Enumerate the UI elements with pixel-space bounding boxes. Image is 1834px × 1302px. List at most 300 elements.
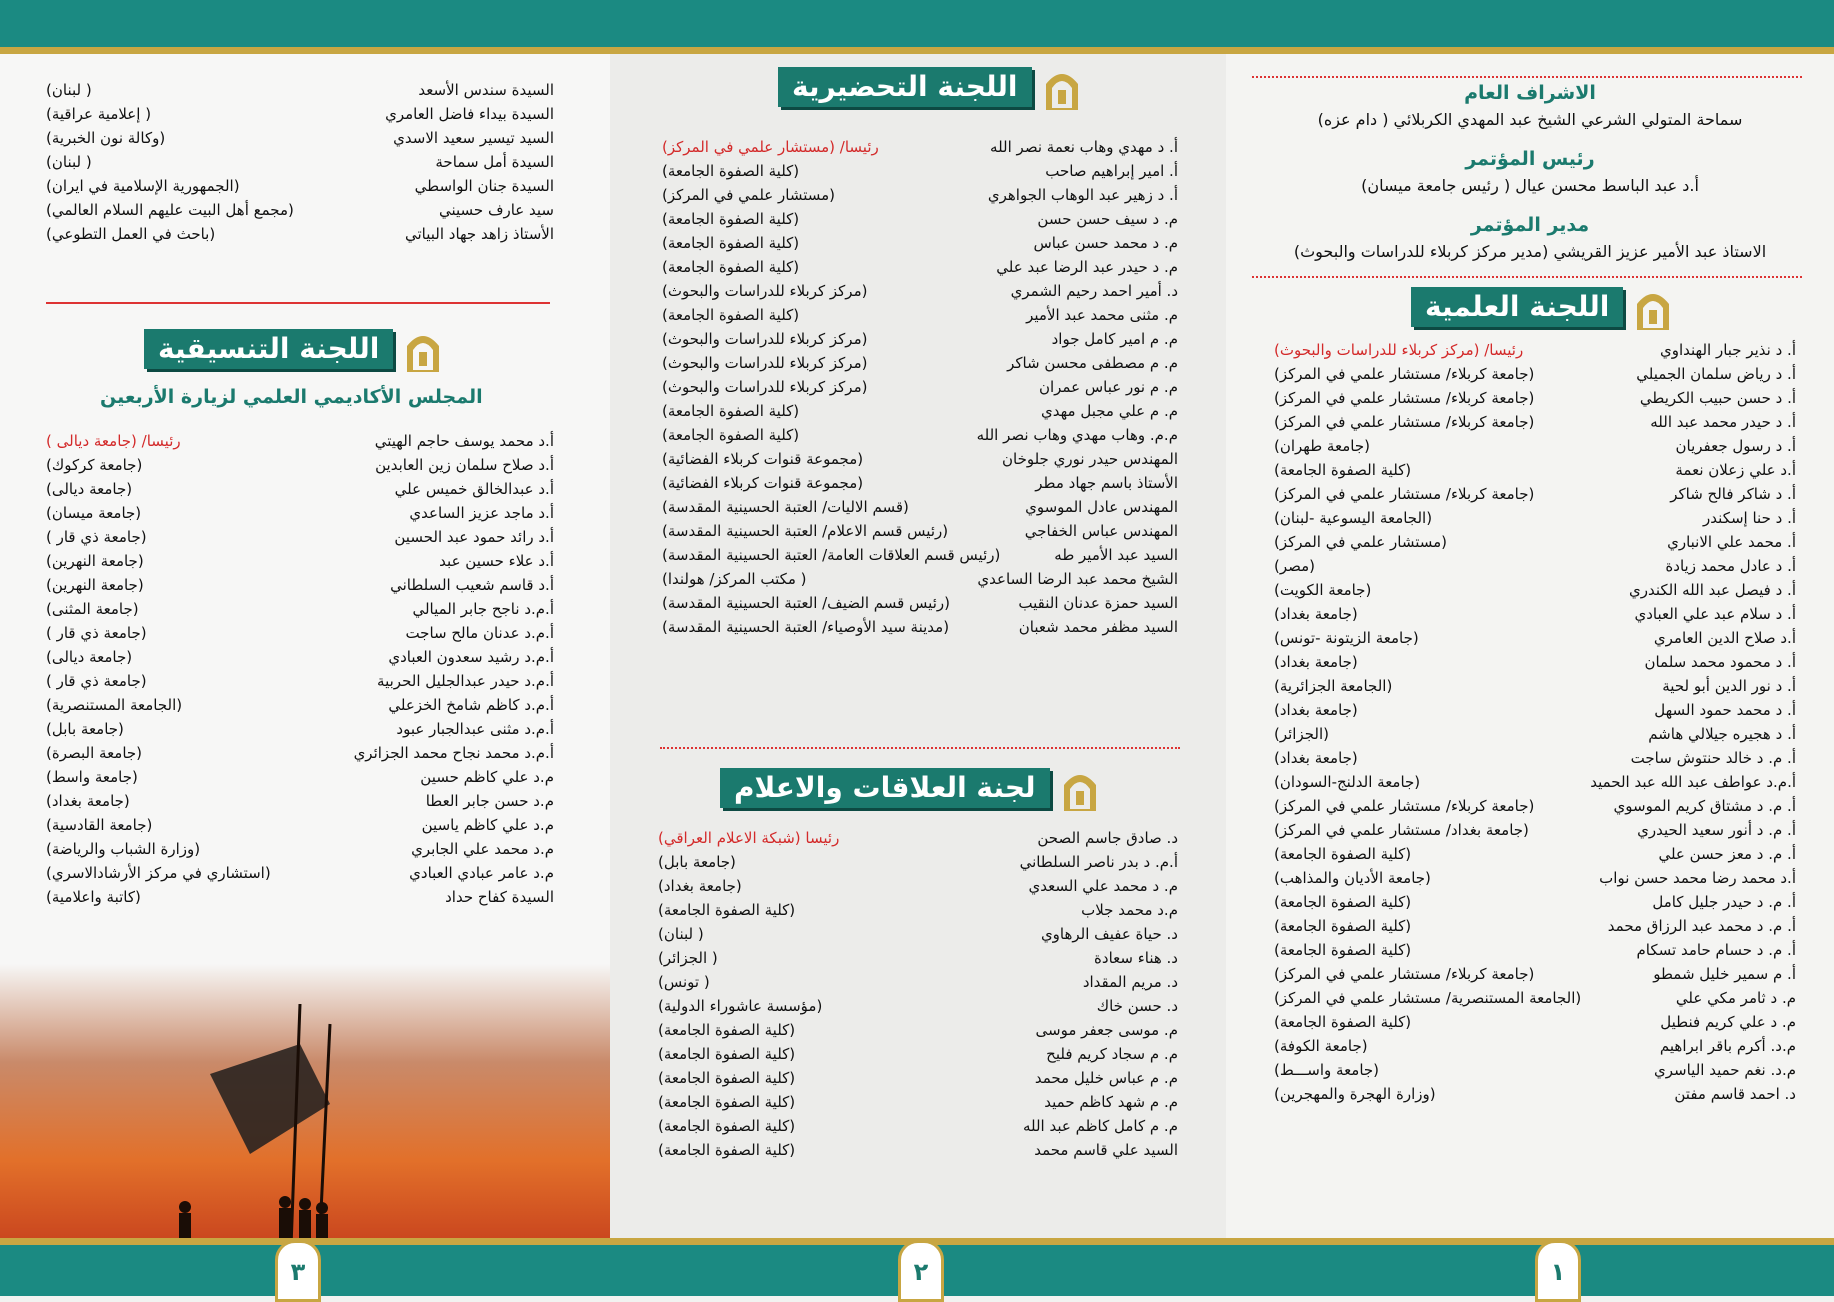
member-row xyxy=(46,525,554,549)
member-row xyxy=(658,826,1178,850)
divider xyxy=(660,747,1180,749)
member-name: د. حياة عفيف الرهاوي xyxy=(1040,925,1178,943)
shrine-emblem-icon xyxy=(403,324,443,374)
member-affiliation: (جامعة ديالى) xyxy=(46,648,133,666)
member-affiliation: (كاتبة واعلامية) xyxy=(46,888,141,906)
member-row xyxy=(662,567,1178,591)
member-name: أ. م. د معز حسن علي xyxy=(1658,845,1796,863)
member-affiliation: (مجموعة قنوات كربلاء الفضائية) xyxy=(662,450,864,468)
member-row xyxy=(1274,770,1796,794)
member-affiliation: (كلية الصفوة الجامعة) xyxy=(662,210,800,228)
member-name: أ. د عادل محمد زيادة xyxy=(1665,557,1796,575)
member-row xyxy=(46,78,554,102)
member-affiliation: (جامعة الكويت) xyxy=(1274,581,1372,599)
member-affiliation: (الجامعة المستنصرية) xyxy=(46,696,183,714)
member-row xyxy=(46,549,554,573)
member-row xyxy=(1274,626,1796,650)
member-row xyxy=(1274,722,1796,746)
member-affiliation: (كلية الصفوة الجامعة) xyxy=(658,1021,796,1039)
member-name: أ. د محمود محمد سلمان xyxy=(1644,653,1796,671)
member-row xyxy=(46,222,554,246)
member-name: أ. د نور الدين أبو لحية xyxy=(1662,677,1796,695)
member-affiliation: (مستشار علمي في المركز) xyxy=(1274,533,1448,551)
member-row xyxy=(1274,578,1796,602)
member-name: م.د محمد علي الجابري xyxy=(411,840,554,858)
member-row xyxy=(46,429,554,453)
member-name: السيدة كفاح حداد xyxy=(445,888,554,906)
member-name: المهندس عباس الخفاجي xyxy=(1024,522,1178,540)
member-affiliation: (جامعة ذي قار ) xyxy=(46,672,147,690)
member-row xyxy=(46,885,554,909)
member-row xyxy=(658,922,1178,946)
member-affiliation: ( لبنان) xyxy=(658,925,704,943)
member-row xyxy=(662,327,1178,351)
member-row xyxy=(662,231,1178,255)
member-affiliation: (جامعة كركوك) xyxy=(46,456,143,474)
member-row xyxy=(658,994,1178,1018)
member-name: أ. م. د حيدر جليل كامل xyxy=(1652,893,1796,911)
member-affiliation: (رئيس قسم العلاقات العامة/ العتبة الحسينية المقدسة) xyxy=(662,546,1001,564)
member-row xyxy=(1274,602,1796,626)
member-name: م.م. وهاب مهدي وهاب نصر الله xyxy=(976,426,1178,444)
member-affiliation: (كلية الصفوة الجامعة) xyxy=(662,402,800,420)
member-affiliation: ( لبنان) xyxy=(46,153,92,171)
member-name: م.د محمد جلاب xyxy=(1081,901,1178,919)
member-row xyxy=(658,1066,1178,1090)
member-affiliation: (جامعة الكوفة) xyxy=(1274,1037,1368,1055)
member-affiliation: (استشاري في مركز الأرشادالاسري) xyxy=(46,864,271,882)
member-row xyxy=(658,1018,1178,1042)
member-row xyxy=(662,543,1178,567)
member-row xyxy=(46,477,554,501)
page-3 xyxy=(0,54,610,1238)
member-row xyxy=(1274,794,1796,818)
member-affiliation: رئيسا/ (مركز كربلاء للدراسات والبحوث) xyxy=(1274,341,1524,359)
member-row xyxy=(46,501,554,525)
member-affiliation: (كلية الصفوة الجامعة) xyxy=(658,1141,796,1159)
member-name: أ.م. د بدر ناصر السلطاني xyxy=(1019,853,1178,871)
coordination-committee-list xyxy=(46,429,554,909)
member-row xyxy=(662,423,1178,447)
member-name: د. احمد قاسم مفتن xyxy=(1674,1085,1796,1103)
member-name: د. صادق جاسم الصحن xyxy=(1037,829,1178,847)
member-affiliation: (كلية الصفوة الجامعة) xyxy=(662,426,800,444)
member-name: م. م سجاد كريم فليح xyxy=(1046,1045,1178,1063)
member-affiliation: (جامعة ميسان) xyxy=(46,504,142,522)
member-row xyxy=(1274,482,1796,506)
member-affiliation: (الجامعة اليسوعية -لبنان) xyxy=(1274,509,1433,527)
member-row xyxy=(662,519,1178,543)
member-row xyxy=(1274,650,1796,674)
member-row xyxy=(46,597,554,621)
member-row xyxy=(658,1138,1178,1162)
scientific-committee-list xyxy=(1274,338,1796,1106)
member-affiliation: (جامعة واسط) xyxy=(46,768,138,786)
member-affiliation: (مجموعة قنوات كربلاء الفضائية) xyxy=(662,474,864,492)
member-row xyxy=(662,303,1178,327)
member-name: أ. د سلام عبد علي العبادي xyxy=(1634,605,1796,623)
member-row xyxy=(662,135,1178,159)
member-affiliation: (جامعة طهران) xyxy=(1274,437,1370,455)
member-name: أ. د هجيره جيلالي هاشم xyxy=(1648,725,1796,743)
member-affiliation: (وكالة نون الخبرية) xyxy=(46,129,166,147)
member-affiliation: (مركز كربلاء للدراسات والبحوث) xyxy=(662,282,868,300)
member-row xyxy=(658,898,1178,922)
member-row xyxy=(1274,1082,1796,1106)
member-affiliation: (الجامعة الجزائرية) xyxy=(1274,677,1393,695)
member-row xyxy=(1274,674,1796,698)
member-row xyxy=(46,861,554,885)
prep-committee-header xyxy=(778,62,1082,112)
member-affiliation: (الجامعة المستنصرية/ مستشار علمي في المركز) xyxy=(1274,989,1582,1007)
member-name: م. م علي مجبل مهدي xyxy=(1041,402,1178,420)
member-row xyxy=(1274,458,1796,482)
scientific-committee-title: اللجنة العلمية xyxy=(1411,287,1623,327)
divider xyxy=(46,302,550,304)
member-row xyxy=(46,741,554,765)
member-name: أ. م سمير خليل شمطو xyxy=(1653,965,1796,983)
member-row xyxy=(46,453,554,477)
member-affiliation: (مركز كربلاء للدراسات والبحوث) xyxy=(662,378,868,396)
member-row xyxy=(46,198,554,222)
member-name: المهندس حيدر نوري جلوخان xyxy=(1001,450,1178,468)
member-affiliation: (رئيس قسم الاعلام/ العتبة الحسينية المقدسة) xyxy=(662,522,949,540)
member-name: أ. د حيدر محمد عبد الله xyxy=(1650,413,1796,431)
member-affiliation: (باحث في العمل التطوعي) xyxy=(46,225,216,243)
member-affiliation: (الجزائر) xyxy=(1274,725,1330,743)
member-affiliation: (جامعة القادسية) xyxy=(46,816,153,834)
member-row xyxy=(658,946,1178,970)
member-affiliation: (مدينة سيد الأوصياء/ العتبة الحسينية المقدسة) xyxy=(662,618,950,636)
member-name: أ. م. د أنور سعيد الحيدري xyxy=(1637,821,1796,839)
member-name: أ. د رياض سلمان الجميلي xyxy=(1636,365,1796,383)
member-name: أ.م.د محمد نجاح محمد الجزائري xyxy=(353,744,554,762)
member-name: أ.م.د رشيد سعدون العبادي xyxy=(388,648,554,666)
president-name: أ.د عبد الباسط محسن عيال ( رئيس جامعة ميسان) xyxy=(1361,176,1699,195)
page-number-3: ٣ xyxy=(275,1240,321,1302)
member-name: م. د محمد علي السعدي xyxy=(1028,877,1178,895)
member-affiliation: (كلية الصفوة الجامعة) xyxy=(662,162,800,180)
member-row xyxy=(662,471,1178,495)
member-affiliation: (جامعة النهرين) xyxy=(46,552,144,570)
member-name: م.د. أكرم باقر ابراهيم xyxy=(1659,1037,1796,1055)
member-affiliation: (كلية الصفوة الجامعة) xyxy=(662,258,800,276)
member-row xyxy=(1274,1058,1796,1082)
member-row xyxy=(658,1090,1178,1114)
member-name: م. م عباس خليل محمد xyxy=(1034,1069,1178,1087)
member-row xyxy=(1274,818,1796,842)
member-affiliation: (وزارة الهجرة والمهجرين) xyxy=(1274,1085,1436,1103)
member-affiliation: (جامعة كربلاء/ مستشار علمي في المركز) xyxy=(1274,965,1535,983)
member-row xyxy=(1274,362,1796,386)
member-name: السيد مظفر محمد شعبان xyxy=(1018,618,1178,636)
member-name: م. م امير كامل جواد xyxy=(1051,330,1178,348)
top-ornament-band xyxy=(0,0,1834,47)
member-row xyxy=(46,813,554,837)
member-name: م. م كامل كاظم عبد الله xyxy=(1022,1117,1178,1135)
member-name: أ.د عبدالخالق خميس علي xyxy=(394,480,554,498)
member-name: السيد عبد الأمير طه xyxy=(1054,546,1178,564)
member-row xyxy=(658,970,1178,994)
member-affiliation: (جامعة الدلنج-السودان) xyxy=(1274,773,1421,791)
member-name: م. د حيدر عبد الرضا عبد علي xyxy=(996,258,1178,276)
member-affiliation: (كلية الصفوة الجامعة) xyxy=(658,1045,796,1063)
member-affiliation: (كلية الصفوة الجامعة) xyxy=(658,901,796,919)
president-title: رئيس المؤتمر xyxy=(1465,148,1595,170)
member-row xyxy=(1274,1010,1796,1034)
divider xyxy=(1252,276,1802,278)
shrine-emblem-icon xyxy=(1042,62,1082,112)
member-row xyxy=(1274,938,1796,962)
member-name: السيد علي قاسم محمد xyxy=(1034,1141,1178,1159)
member-row xyxy=(46,717,554,741)
member-affiliation: (كلية الصفوة الجامعة) xyxy=(662,306,800,324)
member-row xyxy=(1274,746,1796,770)
member-affiliation: (جامعة الزيتونة -تونس) xyxy=(1274,629,1419,647)
member-row xyxy=(46,669,554,693)
member-name: أ. د نذير جبار الهنداوي xyxy=(1659,341,1796,359)
member-row xyxy=(662,255,1178,279)
member-row xyxy=(46,150,554,174)
member-affiliation: (جامعة بغداد/ مستشار علمي في المركز) xyxy=(1274,821,1529,839)
member-row xyxy=(1274,338,1796,362)
member-affiliation: (جامعة بابل) xyxy=(46,720,124,738)
member-name: أ. د مهدي وهاب نعمة نصر الله xyxy=(990,138,1178,156)
director-title: مدير المؤتمر xyxy=(1470,214,1590,236)
scientific-committee-header xyxy=(1411,282,1673,332)
member-name: أ.د رائد حمود عبد الحسين xyxy=(394,528,554,546)
member-affiliation: (جامعة البصرة) xyxy=(46,744,143,762)
member-row xyxy=(1274,698,1796,722)
member-row xyxy=(1274,530,1796,554)
member-affiliation: (جامعة بابل) xyxy=(658,853,736,871)
sunset-flags-image xyxy=(0,964,610,1238)
member-name: م.د. نغم حميد الياسري xyxy=(1654,1061,1796,1079)
member-row xyxy=(1274,962,1796,986)
member-affiliation: (جامعة كربلاء/ مستشار علمي في المركز) xyxy=(1274,797,1535,815)
member-name: أ. امير إبراهيم صاحب xyxy=(1045,162,1178,180)
member-affiliation: رئيسا/ (جامعة ديالى ) xyxy=(46,432,181,450)
member-row xyxy=(1274,434,1796,458)
member-row xyxy=(46,621,554,645)
member-affiliation: (مركز كربلاء للدراسات والبحوث) xyxy=(662,354,868,372)
prep-committee-title: اللجنة التحضيرية xyxy=(778,67,1032,107)
member-name: د. أمير احمد رحيم الشمري xyxy=(1010,282,1178,300)
member-row xyxy=(662,399,1178,423)
member-name: أ. م. د محمد عبد الرزاق محمد xyxy=(1607,917,1796,935)
member-name: د. هناء سعادة xyxy=(1094,949,1178,967)
member-name: أ. محمد علي الانباري xyxy=(1667,533,1796,551)
member-row xyxy=(662,591,1178,615)
member-name: أ. م. د مشتاق كريم الموسوي xyxy=(1613,797,1796,815)
member-name: أ. د محمد حمود السهل xyxy=(1654,701,1796,719)
member-row xyxy=(1274,866,1796,890)
page-1 xyxy=(1226,54,1834,1238)
member-row xyxy=(658,1042,1178,1066)
member-name: أ.د علي زعلان نعمة xyxy=(1675,461,1796,479)
page-2 xyxy=(610,54,1226,1238)
member-affiliation: (جامعة ذي قار ) xyxy=(46,624,147,642)
member-affiliation: (جامعة بغداد) xyxy=(1274,749,1358,767)
supervision-title: الاشراف العام xyxy=(1464,82,1596,104)
media-committee-title: لجنة العلاقات والاعلام xyxy=(720,768,1050,808)
member-affiliation: (مستشار علمي في المركز) xyxy=(662,186,836,204)
member-name: السيد تيسير سعيد الاسدي xyxy=(393,129,554,147)
member-name: الشيخ محمد عبد الرضا الساعدي xyxy=(977,570,1178,588)
member-row xyxy=(1274,890,1796,914)
supervision-name: سماحة المتولي الشرعي الشيخ عبد المهدي الكربلائي ( دام عزه) xyxy=(1317,110,1743,129)
media-committee-list xyxy=(658,826,1178,1162)
member-affiliation: (الجمهورية الإسلامية في ايران) xyxy=(46,177,240,195)
member-name: أ.م.د كاظم شامخ الخزعلي xyxy=(388,696,554,714)
member-name: م.د حسن جابر العطا xyxy=(425,792,554,810)
member-name: م. د ثامر مكي علي xyxy=(1675,989,1796,1007)
page-number-1: ١ xyxy=(1535,1240,1581,1302)
member-row xyxy=(46,765,554,789)
member-affiliation: (رئيس قسم الضيف/ العتبة الحسينية المقدسة) xyxy=(662,594,950,612)
member-name: السيدة بيداء فاضل العامري xyxy=(385,105,554,123)
member-affiliation: ( إعلامية عراقية) xyxy=(46,105,152,123)
member-name: م. د علي كريم فنطيل xyxy=(1660,1013,1796,1031)
member-name: م. م شهد كاظم حميد xyxy=(1044,1093,1178,1111)
council-subtitle: المجلس الأكاديمي العلمي لزيارة الأربعين xyxy=(100,386,483,408)
member-affiliation: (كلية الصفوة الجامعة) xyxy=(1274,893,1412,911)
member-affiliation: (وزارة الشباب والرياضة) xyxy=(46,840,201,858)
member-affiliation: (مجمع أهل البيت عليهم السلام العالمي) xyxy=(46,201,294,219)
member-affiliation: (جامعة بغداد) xyxy=(1274,653,1358,671)
member-name: أ.د ماجد عزيز الساعدي xyxy=(409,504,554,522)
member-name: الأستاذ باسم جهاد مطر xyxy=(1035,474,1178,492)
member-row xyxy=(1274,506,1796,530)
member-row xyxy=(662,183,1178,207)
member-affiliation: (كلية الصفوة الجامعة) xyxy=(662,234,800,252)
member-row xyxy=(662,375,1178,399)
member-row xyxy=(662,447,1178,471)
member-affiliation: (جامعة الأديان والمذاهب) xyxy=(1274,869,1431,887)
member-name: السيدة أمل سماحة xyxy=(435,153,554,171)
member-name: أ.د قاسم شعيب السلطاني xyxy=(390,576,554,594)
member-affiliation: (كلية الصفوة الجامعة) xyxy=(658,1093,796,1111)
member-affiliation: (جامعة بغداد) xyxy=(46,792,130,810)
coordination-committee-title: اللجنة التنسيقية xyxy=(144,329,393,369)
member-row xyxy=(46,693,554,717)
member-name: م.د علي كاظم ياسين xyxy=(421,816,554,834)
member-affiliation: ( تونس) xyxy=(658,973,710,991)
member-name: م. د محمد حسن عباس xyxy=(1033,234,1178,252)
member-affiliation: (مصر) xyxy=(1274,557,1316,575)
member-affiliation: ( الجزائر) xyxy=(658,949,718,967)
member-name: أ.م.د مثنى عبدالجبار عبود xyxy=(396,720,554,738)
coordination-committee-header xyxy=(144,324,443,374)
shrine-emblem-icon xyxy=(1060,763,1100,813)
member-affiliation: (جامعة بغداد) xyxy=(658,877,742,895)
member-affiliation: (قسم الاليات/ العتبة الحسينية المقدسة) xyxy=(662,498,909,516)
member-name: أ. د فيصل عبد الله الكندري xyxy=(1628,581,1796,599)
member-name: م. م نور عباس عمران xyxy=(1038,378,1178,396)
member-row xyxy=(1274,914,1796,938)
shrine-emblem-icon xyxy=(1633,282,1673,332)
member-row xyxy=(1274,842,1796,866)
member-name: أ. د رسول جعفريان xyxy=(1675,437,1796,455)
member-affiliation: (كلية الصفوة الجامعة) xyxy=(1274,917,1412,935)
member-name: أ.م.د عواطف عبد الله عبد الحميد xyxy=(1590,773,1796,791)
member-affiliation: ( لبنان) xyxy=(46,81,92,99)
member-row xyxy=(658,850,1178,874)
member-row xyxy=(1274,1034,1796,1058)
member-name: أ. د حسن حبيب الكريطي xyxy=(1639,389,1796,407)
member-row xyxy=(1274,386,1796,410)
member-affiliation: (جامعة واســـط) xyxy=(1274,1061,1380,1079)
member-row xyxy=(662,351,1178,375)
member-affiliation: (جامعة كربلاء/ مستشار علمي في المركز) xyxy=(1274,413,1535,431)
member-name: أ.م.د عدنان مالح ساجت xyxy=(405,624,554,642)
member-affiliation: (كلية الصفوة الجامعة) xyxy=(1274,461,1412,479)
member-row xyxy=(46,837,554,861)
member-name: أ.د محمد رضا محمد حسن نواب xyxy=(1599,869,1796,887)
member-name: أ.م.د ناجح جابر الميالي xyxy=(412,600,554,618)
member-affiliation: (جامعة بغداد) xyxy=(1274,605,1358,623)
page-number-2: ٢ xyxy=(898,1240,944,1302)
member-affiliation: (مركز كربلاء للدراسات والبحوث) xyxy=(662,330,868,348)
member-affiliation: (مؤسسة عاشوراء الدولية) xyxy=(658,997,823,1015)
member-name: السيدة جنان الواسطي xyxy=(414,177,554,195)
member-row xyxy=(662,207,1178,231)
member-name: السيد حمزة عدنان النقيب xyxy=(1018,594,1178,612)
member-name: م.د علي كاظم حسين xyxy=(420,768,554,786)
member-affiliation: ( مكتب المركز/ هولندا) xyxy=(662,570,807,588)
member-name: أ.د صلاح الدين العامري xyxy=(1653,629,1796,647)
member-row xyxy=(46,573,554,597)
additional-members-list xyxy=(46,78,554,246)
member-name: أ. م. د خالد حنتوش ساجت xyxy=(1630,749,1796,767)
media-committee-header xyxy=(720,763,1100,813)
member-name: أ.د محمد يوسف حاجم الهيتي xyxy=(374,432,554,450)
member-name: أ. د زهير عبد الوهاب الجواهري xyxy=(987,186,1178,204)
member-affiliation: (جامعة النهرين) xyxy=(46,576,144,594)
member-affiliation: (كلية الصفوة الجامعة) xyxy=(1274,1013,1412,1031)
member-name: المهندس عادل الموسوي xyxy=(1025,498,1178,516)
member-row xyxy=(46,789,554,813)
member-name: د. حسن خاك xyxy=(1096,997,1178,1015)
member-name: م. د سيف حسن حسن xyxy=(1037,210,1178,228)
member-name: أ. م. د حسام حامد تسكام xyxy=(1636,941,1796,959)
prep-committee-list xyxy=(662,135,1178,639)
member-row xyxy=(1274,410,1796,434)
member-affiliation: (كلية الصفوة الجامعة) xyxy=(1274,845,1412,863)
member-name: سيد عارف حسيني xyxy=(438,201,554,219)
member-name: أ. د حنا إسكندر xyxy=(1703,509,1796,527)
member-row xyxy=(662,615,1178,639)
member-name: أ.م.د حيدر عبدالجليل الحربية xyxy=(377,672,554,690)
member-affiliation: (جامعة كربلاء/ مستشار علمي في المركز) xyxy=(1274,485,1535,503)
member-affiliation: رئيسا/ (مستشار علمي في المركز) xyxy=(662,138,879,156)
member-affiliation: (كلية الصفوة الجامعة) xyxy=(1274,941,1412,959)
member-affiliation: (كلية الصفوة الجامعة) xyxy=(658,1069,796,1087)
divider xyxy=(1252,76,1802,78)
member-name: أ.د علاء حسين عبد xyxy=(439,552,554,570)
member-name: م. مثنى محمد عبد الأمير xyxy=(1026,306,1178,324)
member-affiliation: (جامعة كربلاء/ مستشار علمي في المركز) xyxy=(1274,389,1535,407)
member-name: أ.د صلاح سلمان زين العابدين xyxy=(375,456,554,474)
member-row xyxy=(658,1114,1178,1138)
member-row xyxy=(46,126,554,150)
member-row xyxy=(662,495,1178,519)
member-affiliation: (جامعة كربلاء/ مستشار علمي في المركز) xyxy=(1274,365,1535,383)
member-name: أ. د شاكر فالح شاكر xyxy=(1670,485,1796,503)
member-row xyxy=(46,102,554,126)
member-row xyxy=(1274,554,1796,578)
member-row xyxy=(658,874,1178,898)
